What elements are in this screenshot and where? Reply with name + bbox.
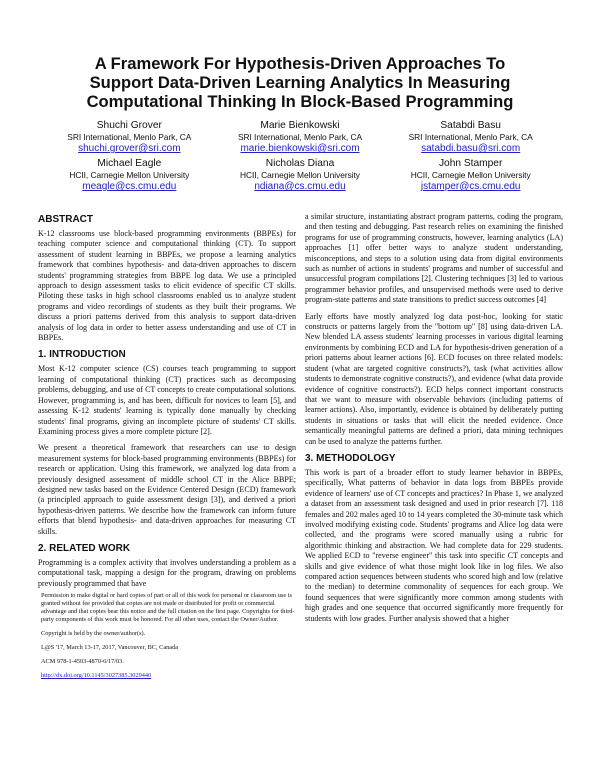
right-column	[305, 212, 563, 624]
author-email-link[interactable]: satabdi.basu@sri.com	[421, 143, 521, 154]
author-email-link[interactable]: marie.bienkowski@sri.com	[240, 143, 360, 154]
related-work-paragraph: Programming is a complex activity that involves understanding a problem as a computational task, mapping a design for the program, drawing on problems previously programmed that have	[38, 557, 296, 588]
author-name: Michael Eagle	[97, 158, 162, 169]
author-email-link[interactable]: ndiana@cs.cmu.edu	[254, 181, 346, 192]
author-email-link[interactable]: shuchi.grover@sri.com	[78, 143, 181, 154]
author-name: Satabdi Basu	[440, 120, 501, 131]
introduction-heading: 1. INTRODUCTION	[38, 349, 126, 361]
author-grover	[44, 120, 215, 155]
methodology-paragraph: This work is part of a broader effort to study learner behavior in BBPEs, specifically, What patterns of behavior in data logs from BBPEs provide evidence of learners' use of CT concepts and practices? In Phase 1, we analyzed a dataset from an assessment task designed and used in prior research [7]. 118 females and 202 males aged 10 to 14 years completed the 30-minute task which involved modifying existing code. Students' programs and Alice log data were collected, and the programs were scored manually using a rubric for algorithmic thinking and abstraction. We had complete data for 229 students. We applied ECD to "reverse engineer" this task into specific CT concepts and skills and give evidence of what those might look like in log files. We also compared action sequences between students who scored high and low (relative to the median) to determine commonality of sequences for each group. We found sequences that were significantly more common among students with high grades and one sequence that occurred significantly more frequently for students with low grades. Further analysis showed that a higher	[305, 467, 563, 623]
author-affiliation: SRI International, Menlo Park, CA	[237, 132, 363, 142]
abstract-text: K-12 classrooms use block-based programming environments (BBPEs) for teaching computer science and computational thinking (CT). To support assessment of student learning in BBPEs, we propose a learning analytics framework that combines hypothesis- and data-driven approaches to discern students' programming strategies from BBPE log data. We use a principled approach to design assessment tasks to elicit evidence of specific CT skills. Piloting these tasks in high school classrooms enabled us to analyze student programs and video recordings of students as they built their programs. We discuss a priori patterns derived from this analysis to support data-driven analysis of log data in order to better assess understanding and use of CT in BBPEs.	[38, 229, 296, 343]
related-work-paragraph-2: Early efforts have mostly analyzed log data post-hoc, looking for static constructs or patterns largely from the "bottom up" [8] using data-driven LA. New blended LA assess students' learning processes in various digital learning environments by combining ECD and LA for hypothesis-driven generation of a priori patterns about learner actions [6]. ECD focuses on three related models: student (what are targeted cognitive constructs?), task (what activities allow students to demonstrate cognitive constructs?), and evidence (what data provide evidence of cognitive constructs?). ECD helps connect important constructs that we want to measure with observable behaviors (including patterns of learner actions). Also, importantly, evidence is obtained by deliberately putting students in situations or tasks that will elicit the needed evidence. Once semantically meaningful patterns are defined a priori, data mining techniques can be used to analyze the patterns further.	[305, 311, 563, 446]
doi-link[interactable]: http://dx.doi.org/10.1145/3027385.3029440	[41, 672, 152, 680]
permission-block	[38, 592, 296, 680]
title-line-3: Computational Thinking In Block-Based Programming	[86, 92, 514, 111]
introduction-paragraph-1: Most K-12 computer science (CS) courses teach programming to support learning of computational thinking (CT) practices such as decomposing problems, debugging, and use of CT concepts to create computational solutions. However, programming is, and has been, difficult for novices to learn [5], and assessing K-12 students' learning is typically done manually by checking students' final programs, giving an incomplete picture of students' CT skills. Examining process gives a more complete picture [2].	[38, 364, 296, 436]
author-stamper	[385, 158, 556, 193]
methodology-heading: 3. METHODOLOGY	[305, 452, 396, 464]
author-affiliation: SRI International, Menlo Park, CA	[67, 132, 192, 142]
author-block	[44, 120, 556, 193]
copyright-line: Copyright is held by the owner/author(s).	[41, 630, 146, 638]
introduction-paragraph-2: We present a theoretical framework that researchers can use to design measurement systems for block-based programming environments (BBPEs) for research or application. Using this framework, we analyzed log data from a previously designed assessment of middle school CT in the Alice BBPE; designed new tasks based on the Evidence Centered Design (ECD) framework (a principled approach to guide assessment design [3]), and derived a priori hypothesis-driven patterns. We describe how the framework can inform future efforts that blend hypothesis- and data-driven approaches for measuring CT skills.	[38, 443, 296, 536]
author-affiliation: HCII, Carnegie Mellon University	[240, 170, 360, 180]
title-line-2: Support Data-Driven Learning Analytics In Measuring	[89, 73, 511, 92]
author-email-link[interactable]: meagle@cs.cmu.edu	[82, 181, 177, 192]
author-diana	[215, 158, 386, 193]
title-line-1: A Framework For Hypothesis-Driven Approaches To	[94, 54, 506, 73]
author-name: Marie Bienkowski	[260, 120, 340, 131]
abstract-heading: ABSTRACT	[38, 214, 93, 225]
related-work-continued: a similar structure, instantiating abstract program patterns, coding the program, and then testing and debugging. Past research relies on examining the finished programs for use of programming constructs, however, learning analytics (LA) approaches [1] offer better ways to analyze student understanding, misconceptions, and steps to a solution using data from digital environments such as number of actions in students' programs and number of successful and unsuccessful program compilations [2]. Clustering techniques [3] led to various programmer behavior profiles, and unsupervised methods were used to derive program-state patterns and state transitions to predict success outcomes [4]	[305, 212, 563, 305]
author-name: Nicholas Diana	[265, 158, 335, 169]
author-affiliation: HCII, Carnegie Mellon University	[410, 170, 531, 180]
related-work-heading: 2. RELATED WORK	[38, 542, 131, 554]
author-affiliation: SRI International, Menlo Park, CA	[408, 132, 533, 142]
author-email-link[interactable]: jstamper@cs.cmu.edu	[420, 181, 521, 192]
author-bienkowski	[215, 120, 386, 155]
permission-notice: Permission to make digital or hard copies of part or all of this work for personal or classroom use is granted without fee provided that copies are not made or distributed for profit or commercial advantage and that copies bear this notice and the full citation on the first page. Copyrights for third-party components of this work must be honored. For all other uses, contact the Owner/Author.	[41, 592, 295, 624]
author-affiliation: HCII, Carnegie Mellon University	[69, 170, 190, 180]
paper-title	[40, 54, 560, 111]
conference-line: L@S '17, March 13-17, 2017, Vancouver, BC, Canada	[41, 644, 179, 652]
isbn-line: ACM 978-1-4503-4870-6/17/03.	[41, 658, 124, 666]
author-basu	[385, 120, 556, 155]
left-column	[38, 214, 296, 680]
author-name: Shuchi Grover	[96, 120, 162, 131]
author-eagle	[44, 158, 215, 193]
author-name: John Stamper	[438, 158, 503, 169]
